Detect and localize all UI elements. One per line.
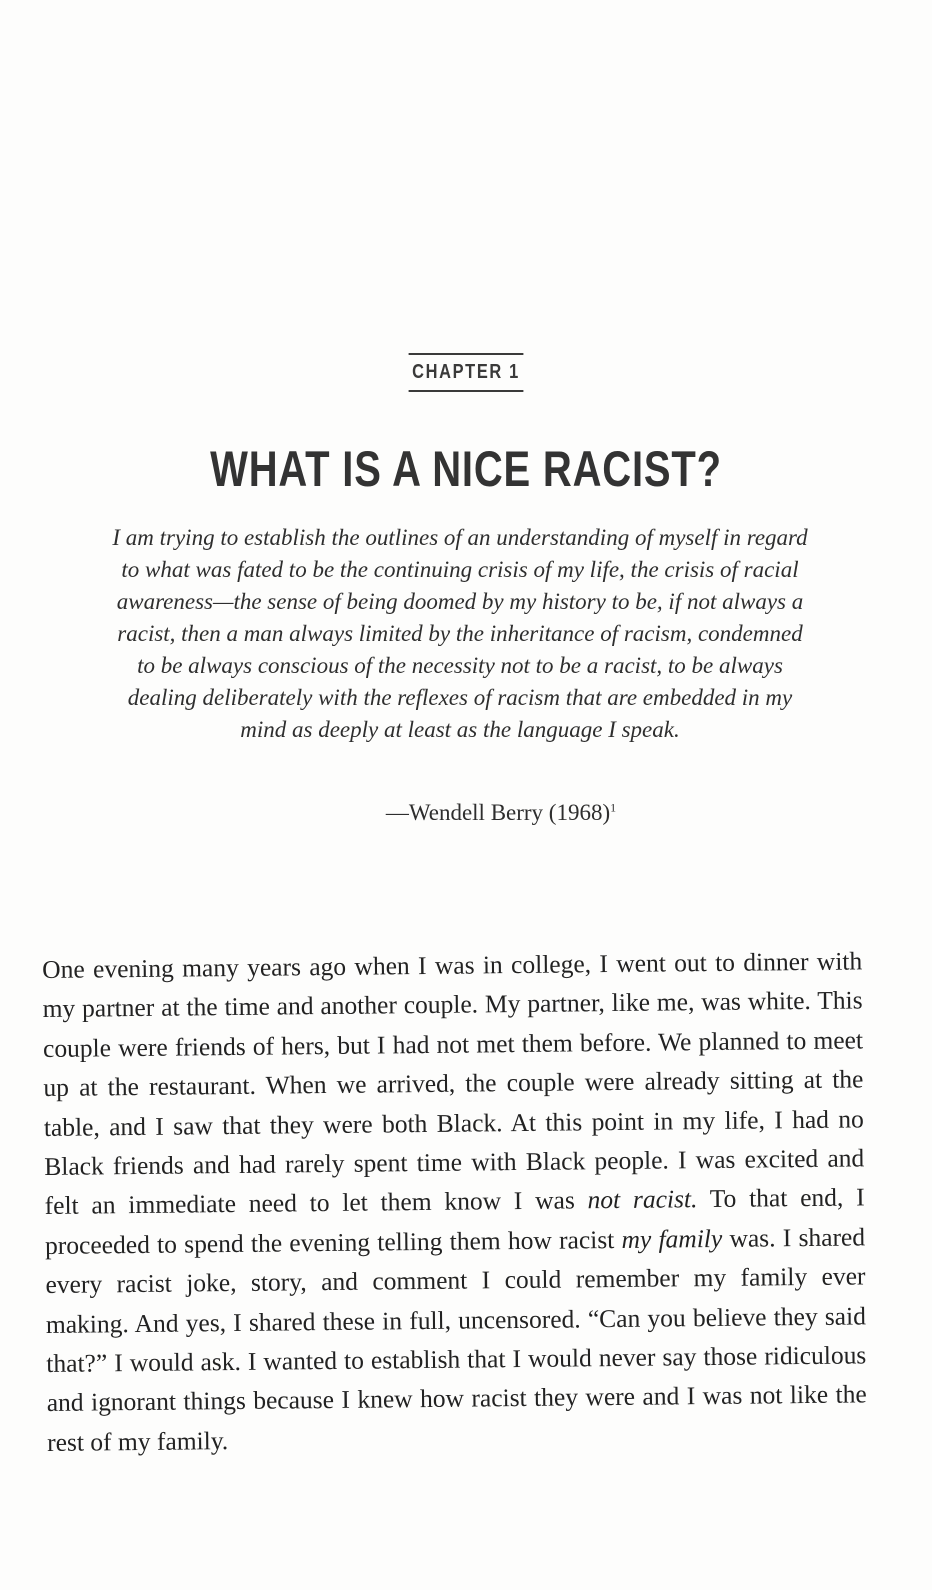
chapter-title: WHAT IS A NICE RACIST? <box>210 441 722 497</box>
body-text-part-1: One evening many years ago when I was in college, I went out to dinner with my partner at the time and another couple. My partner, like me, was white. This couple were friends of hers, but I had not met them before. We planned to meet up at the restaurant. When we arrived, the couple were already sitting at the table, and I saw that they were both Black. At this point in my life, I had no Black friends and had rarely spent time with Black people. I was excited and felt an immediate need to let them know I was <box>42 946 865 1221</box>
body-emphasis-not-racist: not racist. <box>587 1184 698 1215</box>
epigraph-attribution <box>0 800 932 826</box>
epigraph <box>110 522 810 746</box>
chapter-label-container <box>0 353 932 392</box>
chapter-label: CHAPTER 1 <box>409 353 524 392</box>
footnote-reference: 1 <box>610 800 617 815</box>
epigraph-quote: I am trying to establish the outlines of an understanding of myself in regard to what was fated to be the continuing crisis of my life, the crisis of racial awareness—the sense of being doomed by my history to be, if not always a racist, then a man always limited by the inheritance of racism, condemned to be always conscious of the necessity not to be a racist, to be always dealing deliberately with the reflexes of racism that are embedded in my mind as deeply at least as the language I speak. <box>112 525 808 742</box>
body-text-part-2: To that end, I proceeded to spend the evening telling them how racist <box>44 1182 865 1260</box>
attribution-text: —Wendell Berry (1968) <box>385 800 611 825</box>
body-emphasis-my-family: my family <box>621 1223 723 1254</box>
body-text-part-3: was. I shared every racist joke, story, and comment I could remember my family ever making. And yes, I shared these in full, uncensored. “Can you believe they said that?” I would ask. I wanted to establish that I would never say those ridiculous and ignorant things because I knew how racist they were and I was not like the rest of my family. <box>45 1222 867 1457</box>
body-paragraph <box>42 941 867 1462</box>
